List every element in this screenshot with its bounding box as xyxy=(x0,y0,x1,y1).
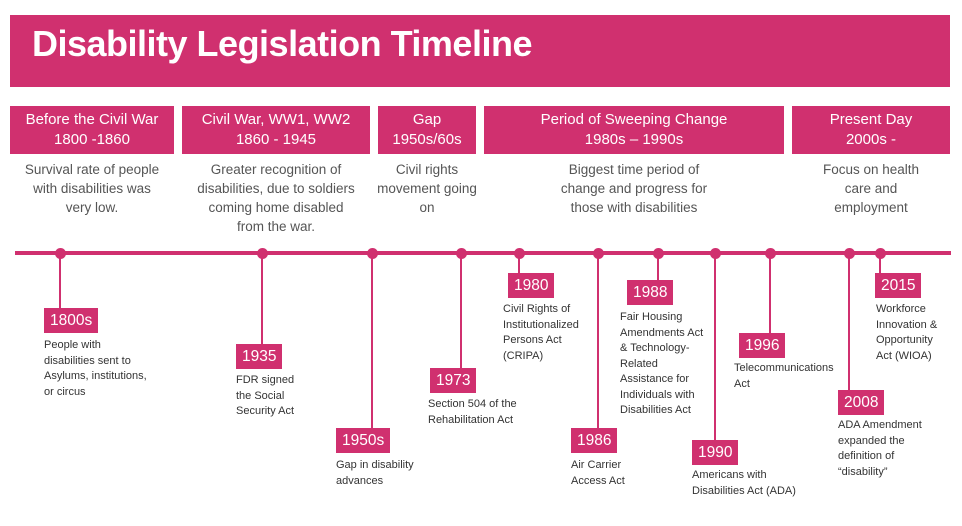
period-name: Before the Civil War xyxy=(25,111,159,128)
event-marker xyxy=(875,248,886,259)
period-range: 1860 - 1945 xyxy=(235,131,317,148)
event-description-line: advances xyxy=(336,474,384,487)
event-marker xyxy=(593,248,604,259)
event-description xyxy=(503,302,579,364)
event-description-line: Opportunity xyxy=(876,334,933,346)
event-description-line: Rehabilitation Act xyxy=(428,413,513,426)
page-title: Disability Legislation Timeline xyxy=(32,23,532,64)
event-description-line: Telecommunications xyxy=(734,362,834,374)
event-description-line: Access Act xyxy=(571,474,625,487)
period-name: Present Day xyxy=(829,111,913,128)
event-description-line: Act xyxy=(734,377,750,390)
event-marker xyxy=(653,248,664,259)
timeline-axis xyxy=(15,251,951,255)
period-name: Period of Sweeping Change xyxy=(540,111,728,128)
event-description-line: Act (WIOA) xyxy=(876,349,932,362)
event-connector xyxy=(371,253,373,428)
event-description-line: Security Act xyxy=(236,405,295,417)
event-description xyxy=(571,458,625,489)
period-description-line: care and xyxy=(844,181,898,196)
period-description-line: from the war. xyxy=(236,219,316,234)
event-year: 1988 xyxy=(627,280,673,305)
event-description xyxy=(236,373,294,420)
period-description-line: Civil rights xyxy=(395,162,459,177)
event-description-line: “disability” xyxy=(838,465,888,478)
event-year: 2008 xyxy=(838,390,884,415)
period-description-line: movement going xyxy=(377,181,477,196)
event-description-line: Institutionalized xyxy=(503,318,579,331)
event-marker xyxy=(765,248,776,259)
period-header xyxy=(10,106,174,154)
event-description-line: disabilities sent to xyxy=(44,354,131,367)
period-header xyxy=(484,106,784,154)
event-description-line: Section 504 of the xyxy=(428,398,517,410)
event-description xyxy=(620,310,703,419)
title-bar xyxy=(10,15,950,87)
event-description xyxy=(44,338,147,400)
period-description xyxy=(484,160,784,217)
event-connector xyxy=(261,253,263,344)
event-marker xyxy=(55,248,66,259)
event-description-line: Disabilities Act (ADA) xyxy=(692,484,796,497)
event-description-line: People with xyxy=(44,339,101,351)
period-description xyxy=(10,160,174,217)
period-description-line: Focus on health xyxy=(822,162,920,177)
event-description-line: Amendments Act xyxy=(620,326,704,339)
period-description xyxy=(176,160,376,236)
event-description-line: Gap in disability xyxy=(336,459,414,471)
event-description-line: Fair Housing xyxy=(620,311,683,323)
event-year: 1986 xyxy=(571,428,617,453)
period-description-line: Biggest time period of xyxy=(568,162,700,177)
event-marker xyxy=(257,248,268,259)
period-name: Gap xyxy=(412,111,442,128)
period-description-line: very low. xyxy=(65,200,119,215)
event-year: 1973 xyxy=(430,368,476,393)
event-connector xyxy=(597,253,599,428)
event-description-line: definition of xyxy=(838,450,895,462)
event-description-line: Workforce xyxy=(876,303,926,315)
event-description-line: Americans with xyxy=(692,469,767,481)
period-description-line: coming home disabled xyxy=(208,200,344,215)
period-range: 1980s – 1990s xyxy=(584,131,684,148)
period-range: 1950s/60s xyxy=(392,131,462,148)
period-description-line: change and progress for xyxy=(560,181,708,196)
period-description-line: Greater recognition of xyxy=(210,162,342,177)
event-marker xyxy=(844,248,855,259)
event-description xyxy=(838,418,922,480)
event-connector xyxy=(769,253,771,333)
event-description-line: FDR signed xyxy=(236,374,295,386)
period-range: 1800 -1860 xyxy=(54,131,130,148)
event-description xyxy=(336,458,414,489)
event-description-line: Persons Act xyxy=(503,334,562,346)
period-description-line: employment xyxy=(834,200,908,215)
period-description-line: those with disabilities xyxy=(570,200,698,215)
event-description-line: Air Carrier xyxy=(571,459,622,471)
event-description-line: expanded the xyxy=(838,434,905,447)
event-description xyxy=(734,361,834,392)
event-description-line: Disabilities Act xyxy=(620,404,691,416)
event-year: 1950s xyxy=(336,428,390,453)
event-year: 1935 xyxy=(236,344,282,369)
event-connector xyxy=(714,253,716,440)
event-description-line: & Technology- xyxy=(620,342,690,354)
event-description-line: Individuals with xyxy=(620,388,695,401)
event-connector xyxy=(59,253,61,308)
period-range: 2000s - xyxy=(845,131,897,148)
event-description-line: or circus xyxy=(44,385,86,398)
period-header xyxy=(182,106,370,154)
period-description xyxy=(792,160,950,217)
period-name: Civil War, WW1, WW2 xyxy=(201,111,351,128)
event-year: 1800s xyxy=(44,308,98,333)
event-year: 2015 xyxy=(875,273,921,298)
event-marker xyxy=(710,248,721,259)
period-header xyxy=(792,106,950,154)
event-description-line: Assistance for xyxy=(620,373,690,385)
event-marker xyxy=(514,248,525,259)
event-description-line: Related xyxy=(620,357,658,370)
period-header xyxy=(378,106,476,154)
event-year: 1990 xyxy=(692,440,738,465)
period-description-line: disabilities, due to soldiers xyxy=(197,181,355,196)
period-description-line: Survival rate of people xyxy=(24,162,160,177)
event-description-line: the Social xyxy=(236,389,285,402)
event-description-line: Innovation & xyxy=(876,318,938,331)
event-year: 1996 xyxy=(739,333,785,358)
event-connector xyxy=(460,253,462,368)
event-year: 1980 xyxy=(508,273,554,298)
event-connector xyxy=(848,253,850,390)
period-description xyxy=(372,160,482,217)
event-description-line: (CRIPA) xyxy=(503,349,544,362)
event-description xyxy=(428,397,517,428)
period-description-line: on xyxy=(419,200,435,215)
event-description-line: ADA Amendment xyxy=(838,419,922,431)
event-marker xyxy=(456,248,467,259)
event-description xyxy=(692,468,796,499)
event-description-line: Asylums, institutions, xyxy=(44,370,147,382)
event-description-line: Civil Rights of xyxy=(503,303,571,315)
event-description xyxy=(876,302,937,364)
period-description-line: with disabilities was xyxy=(33,181,151,196)
event-marker xyxy=(367,248,378,259)
